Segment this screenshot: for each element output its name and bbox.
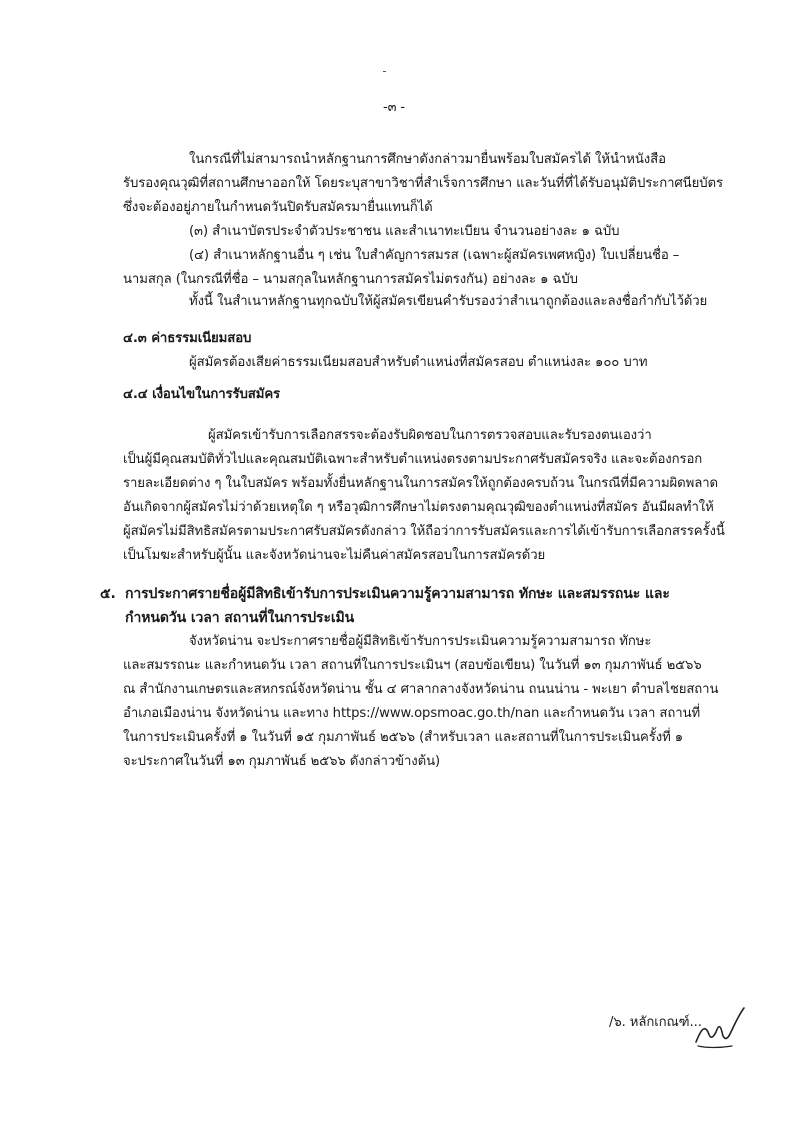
section-5-line-2: และสมรรถนะ และกำหนดวัน เวลา สถานที่ในการประเมินฯ (สอบข้อเขียน) ในวันที่ ๑๓ กุมภาพันธ์ ๒๕๖๖ — [123, 658, 702, 673]
item-3: (๓) สำเนาบัตรประจำตัวประชาชน และสำเนาทะเบียน จำนวนอย่างละ ๑ ฉบับ — [189, 224, 620, 239]
section-5-heading-line-2: กำหนดวัน เวลา สถานที่ในการประเมิน — [125, 610, 355, 626]
section-4-4-line-4: อันเกิดจากผู้สมัครไม่ว่าด้วยเหตุใด ๆ หรือวุฒิการศึกษาไม่ตรงตามคุณวุฒิของตำแหน่งที่สมัคร อันมีผลทำให้ — [123, 500, 714, 515]
item-4-line-1: (๔) สำเนาหลักฐานอื่น ๆ เช่น ใบสำคัญการสมรส (เฉพาะผู้สมัครเพศหญิง) ใบเปลี่ยนชื่อ – — [189, 248, 680, 263]
intro-line-3: ซึ่งจะต้องอยู่ภายในกำหนดวันปิดรับสมัครมายื่นแทนก็ได้ — [123, 200, 433, 215]
item-4-line-2: นามสกุล (ในกรณีที่ชื่อ – นามสกุลในหลักฐานการสมัครไม่ตรงกัน) อย่างละ ๑ ฉบับ — [123, 272, 578, 287]
intro-line-1: ในกรณีที่ไม่สามารถนำหลักฐานการศึกษาดังกล่าวมายื่นพร้อมใบสมัครได้ ให้นำหนังสือ — [189, 152, 666, 167]
section-5-line-1: จังหวัดน่าน จะประกาศรายชื่อผู้มีสิทธิเข้ารับการประเมินความรู้ความสามารถ ทักษะ — [189, 634, 652, 649]
section-4-4-line-6: เป็นโมฆะสำหรับผู้นั้น และจังหวัดน่านจะไม่คืนค่าสมัครสอบในการสมัครด้วย — [123, 548, 546, 563]
section-4-4-line-5: ผู้สมัครไม่มีสิทธิสมัครตามประกาศรับสมัครดังกล่าว ให้ถือว่าการรับสมัครและการได้เข้ารับการเลือกสรรครั้งนี้ — [123, 524, 725, 539]
intro-line-2: รับรองคุณวุฒิที่สถานศึกษาออกให้ โดยระบุสาขาวิชาที่สำเร็จการศึกษา และวันที่ที่ได้รับอนุมัติประกาศนียบัตร — [123, 176, 723, 191]
section-4-4-line-3: รายละเอียดต่าง ๆ ในใบสมัคร พร้อมทั้งยื่นหลักฐานในการสมัครให้ถูกต้องครบถ้วน ในกรณีที่มีความผิดพลาด — [123, 476, 718, 491]
scan-mark — [383, 71, 386, 72]
handwritten-initials — [690, 1002, 750, 1052]
page-number: -๓ - — [383, 100, 406, 115]
section-5-line-4: อำเภอเมืองน่าน จังหวัดน่าน และทาง https://www.opsmoac.go.th/nan และกำหนดวัน เวลา สถานที่ — [123, 706, 701, 721]
section-4-3-heading: ๔.๓ ค่าธรรมเนียมสอบ — [123, 331, 252, 346]
continuation-note: /๖. หลักเกณฑ์... — [609, 1015, 702, 1030]
section-4-4-heading: ๔.๔ เงื่อนไขในการรับสมัคร — [123, 387, 281, 402]
section-5-line-5: ในการประเมินครั้งที่ ๑ ในวันที่ ๑๕ กุมภาพันธ์ ๒๕๖๖ (สำหรับเวลา และสถานที่ในการประเมินครั้งที่ ๑ — [123, 730, 684, 745]
section-5-line-6: จะประกาศในวันที่ ๑๓ กุมภาพันธ์ ๒๕๖๖ ดังกล่าวข้างต้น) — [123, 754, 441, 769]
certify-note: ทั้งนี้ ในสำเนาหลักฐานทุกฉบับให้ผู้สมัครเขียนคำรับรองว่าสำเนาถูกต้องและลงชื่อกำกับไว้ด้วย — [189, 294, 708, 309]
section-5-line-3: ณ สำนักงานเกษตรและสหกรณ์จังหวัดน่าน ชั้น ๔ ศาลากลางจังหวัดน่าน ถนนน่าน - พะเยา ตำบลไชยสถาน — [123, 682, 719, 697]
section-4-3-body: ผู้สมัครต้องเสียค่าธรรมเนียมสอบสำหรับตำแหน่งที่สมัครสอบ ตำแหน่งละ ๑๐๐ บาท — [189, 355, 648, 370]
section-4-4-line-2: เป็นผู้มีคุณสมบัติทั่วไปและคุณสมบัติเฉพาะสำหรับตำแหน่งตรงตามประกาศรับสมัครจริง และจะต้องกรอก — [123, 452, 703, 467]
section-4-4-line-1: ผู้สมัครเข้ารับการเลือกสรรจะต้องรับผิดชอบในการตรวจสอบและรับรองตนเองว่า — [208, 428, 652, 443]
section-5-heading-line-1: การประกาศรายชื่อผู้มีสิทธิเข้ารับการประเมินความรู้ความสามารถ ทักษะ และสมรรถนะ และ — [125, 586, 670, 602]
section-5-number: ๕. — [100, 586, 116, 602]
